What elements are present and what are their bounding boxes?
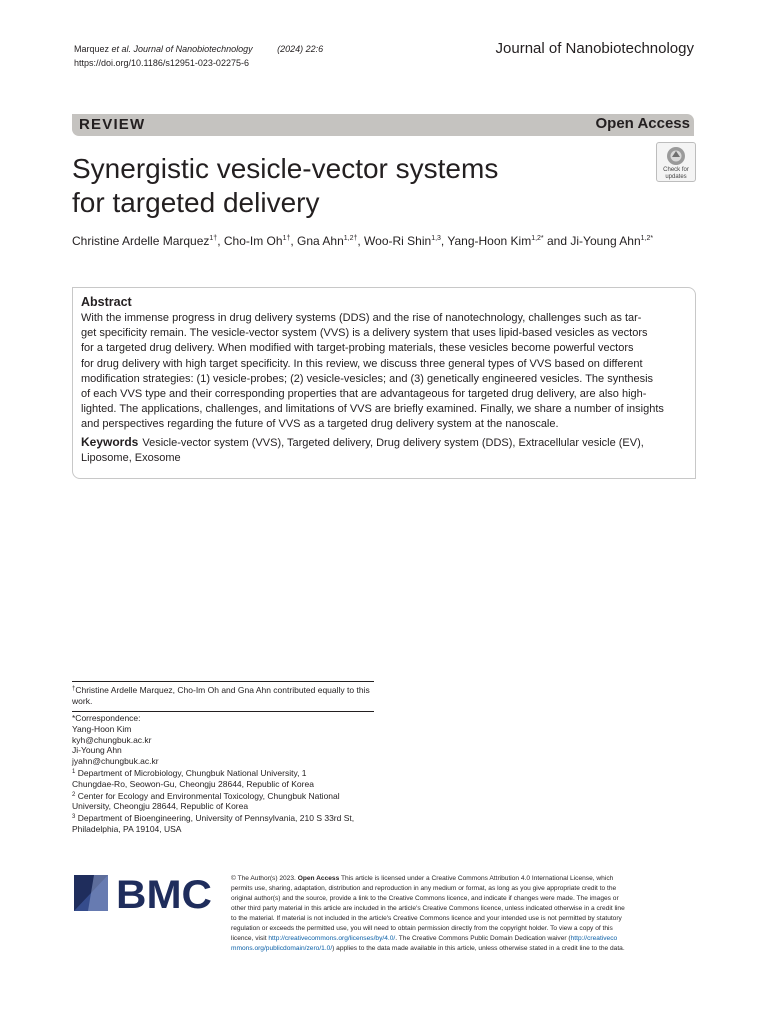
correspondence-label: *Correspondence:: [72, 713, 141, 723]
author-name: Woo-Ri Shin: [364, 234, 432, 248]
update-check-icon: [666, 146, 686, 166]
citation-author: Marquez: [74, 44, 110, 54]
citation-year: (2024) 22:6: [277, 44, 324, 54]
check-for-updates-button[interactable]: [656, 142, 696, 182]
title-line: Synergistic vesicle-vector systems: [72, 153, 499, 184]
author-name: Cho-Im Oh: [223, 234, 283, 248]
author-name: Yang-Hoon Kim: [447, 234, 532, 248]
article-type-label: REVIEW: [79, 116, 146, 133]
article-title: [72, 152, 632, 220]
citation-journal: et al. Journal of Nanobiotechnology: [111, 44, 253, 54]
correspondent-name: Yang-Hoon Kim: [72, 723, 132, 734]
keywords-list: Vesicle-vector system (VVS), Targeted delivery, Drug delivery system (DDS), Extracellular vesicle (EV),: [142, 436, 644, 449]
affiliation: $^3$ Department of Bioengineering, University of Pennsylvania, 210 S 33rd St,: [72, 813, 355, 824]
correspondent-email[interactable]: jyahn@chungbuk.ac.kr: [72, 756, 159, 767]
affiliation: $^1$ Department of Microbiology, Chungbuk National University, 1: [72, 767, 307, 778]
author-list: Christine Ardelle Marquez$^{1\dagger}$, Cho-Im $Oh^{1\dagger}$, Gna Ahn$^{1,2\dagger}$, Woo-Ri Shin$^{1,3}$, Yang-Hoon Kim$^{1,2*}$ and Ji-Young Ahn$^{1,2*}$: [72, 234, 654, 248]
correspondence-divider: [72, 711, 374, 712]
article-type-banner: [72, 114, 694, 136]
journal-name: Journal of Nanobiotechnology: [495, 40, 694, 57]
cc0-waiver-link[interactable]: http://creativeco: [570, 935, 618, 942]
citation-header: [74, 42, 323, 70]
footnote-divider: [72, 681, 374, 682]
author-name: Ji-Young Ahn: [570, 234, 641, 248]
check-for-updates-label: Check for updates: [663, 167, 689, 180]
affiliation: $^2$ Center for Ecology and Environmental Toxicology, Chungbuk National: [72, 790, 340, 801]
cc0-waiver-link-cont[interactable]: mmons.org/publicdomain/zero/1.0/: [231, 945, 333, 952]
author-name: Gna Ahn: [297, 234, 344, 248]
license-text: © The Author(s) 2023. Open Access This article is licensed under a Creative Commons Attribution 4.0 International License, which permits use, sharing, adaptation, distribution and reproduction in any medium or format, as long as you give appropriate credit to the original author(s) and the source, provide a link to the Creative Commons licence, and indicate if changes were made. The images or other third party material in this article are included in the article's Creative Commons licence, unless indicated otherwise in a credit line to the material. If material is not included in the article's Creative Commons licence and your intended use is not permitted by statutory regulation or exceeds the permitted use, you will need to obtain permission directly from the copyright holder. To view a copy of this licence, visit http://creativecommons.org/licenses/by/4.0/. The Creative Commons Public Domain Dedication waiver (http://creativeco mmons.org/publicdomain/zero/1.0/) applies to the data made available in this article, unless otherwise stated in a credit line to the data.: [231, 875, 625, 952]
open-access-label: Open Access: [595, 115, 690, 132]
author-name: Christine Ardelle Marquez: [72, 234, 210, 248]
equal-contribution-note: †Christine Ardelle Marquez, Cho-Im Oh and Gna Ahn contributed equally to this work.: [72, 685, 370, 706]
abstract-text: With the immense progress in drug delivery systems (DDS) and the rise of nanotechnology, challenges such as tar- get specificity remain. The vesicle-vector system (VVS) is a delivery system that uses lipid-based vesicles as vectors for a targeted drug delivery. When modified with target-probing materials, these vesicles become powerful vectors for drug delivery with high target specificity. In this review, we discuss three general types of VVS based on different modification strategies: (1) vesicle-probes; (2) vesicle-vesicles; and (3) genetically engineered vesicles. The synthesis of each VVS type and their corresponding properties that are advantageous for targeted drug delivery, are also high- lighted. The applications, challenges, and limitations of VVS are briefly examined. Finally, we share a number of insights and perspectives regarding the future of VVS as a targeted drug delivery system at the nanoscale.: [81, 312, 664, 431]
correspondent-email[interactable]: kyh@chungbuk.ac.kr: [72, 734, 152, 745]
abstract-box: [72, 287, 696, 479]
keywords-heading: Keywords: [81, 434, 139, 449]
keywords: Keywords Vesicle-vector system (VVS), Targeted delivery, Drug delivery system (DDS), Extracellular vesicle (EV), Liposome, Exosome: [81, 434, 644, 464]
correspondence-block: *Correspondence: Yang-Hoon Kim kyh@chungbuk.ac.kr Ji-Young Ahn jyahn@chungbuk.ac.kr $^1$ Department of Microbiology, Chungbuk National University, 1 Chungdae-Ro, Seowon-Gu, Cheongju 28644, Republic of Korea $^2$ Center for Ecology and Environmental Toxicology, Chungbuk National University, Cheongju 28644, Republic of Korea $^3$ Department of Bioengineering, University of Pennsylvania, 210 S 33rd St, Philadelphia, PA 19104, USA: [72, 713, 372, 835]
title-line: for targeted delivery: [72, 187, 320, 218]
doi-link[interactable]: https://doi.org/10.1186/s12951-023-02275-6: [74, 58, 249, 68]
abstract-heading: Abstract: [81, 295, 132, 309]
correspondent-name: Ji-Young Ahn: [72, 745, 122, 756]
svg-text:BMC: BMC: [116, 875, 212, 911]
bmc-logo: [74, 875, 214, 911]
cc-by-license-link[interactable]: http://creativecommons.org/licenses/by/4.0/: [268, 935, 396, 942]
